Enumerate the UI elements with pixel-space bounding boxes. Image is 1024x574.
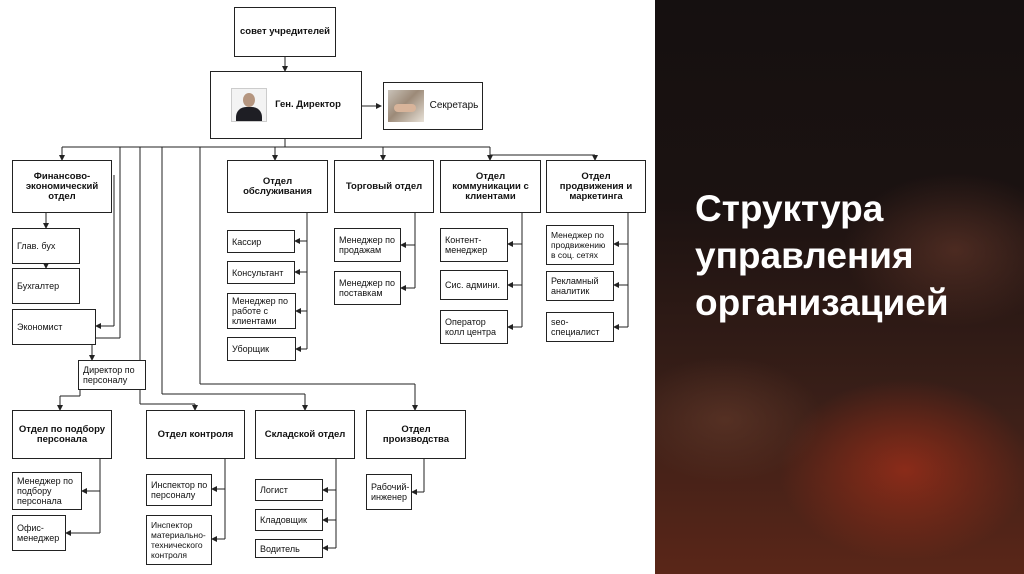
slide-title-line-2: управления	[695, 235, 914, 276]
staff-ad-analyst: Рекламный аналитик	[546, 271, 614, 301]
staff-smm-manager: Менеджер по продвижению в соц. сетях	[546, 225, 614, 265]
node-founders: совет учредителей	[234, 7, 336, 57]
staff-sales-manager: Менеджер по продажам	[334, 228, 401, 262]
dept-clients: Отдел коммуникации с клиентами	[440, 160, 541, 213]
slide-title-line-3: организацией	[695, 282, 949, 323]
staff-worker-engineer: Рабочий-инженер	[366, 474, 412, 510]
staff-seo-specialist: seo-специалист	[546, 312, 614, 342]
dept-recruiting: Отдел по подбору персонала	[12, 410, 112, 459]
node-secretary	[383, 82, 483, 130]
staff-accountant: Бухгалтер	[12, 268, 80, 304]
title-panel	[655, 0, 1024, 574]
dept-marketing: Отдел продвижения и маркетинга	[546, 160, 646, 213]
slide-title-line-1: Структура	[695, 188, 884, 229]
director-photo	[231, 88, 267, 122]
staff-content-manager: Контент-менеджер	[440, 228, 508, 262]
slide-title	[695, 185, 949, 326]
dept-service: Отдел обслуживания	[227, 160, 328, 213]
secretary-photo	[388, 90, 424, 122]
dept-finance: Финансово-экономический отдел	[12, 160, 112, 213]
staff-cashier: Кассир	[227, 230, 295, 253]
staff-recruiting-manager: Менеджер по подбору персонала	[12, 472, 82, 510]
staff-logistician: Логист	[255, 479, 323, 501]
staff-consultant: Консультант	[227, 261, 295, 284]
staff-call-center-operator: Оператор колл центра	[440, 310, 508, 344]
staff-logistics-inspector: Инспектор материально-технического контроля	[146, 515, 212, 565]
node-director	[210, 71, 362, 139]
staff-storekeeper: Кладовщик	[255, 509, 323, 531]
node-hr-director: Директор по персоналу	[78, 360, 146, 390]
dept-production: Отдел производства	[366, 410, 466, 459]
dept-warehouse: Складской отдел	[255, 410, 355, 459]
staff-sysadmin: Сис. админи.	[440, 270, 508, 300]
staff-cleaner: Уборщик	[227, 337, 296, 361]
staff-personnel-inspector: Инспектор по персоналу	[146, 474, 212, 506]
staff-economist: Экономист	[12, 309, 96, 345]
staff-supply-manager: Менеджер по поставкам	[334, 271, 401, 305]
dept-trade: Торговый отдел	[334, 160, 434, 213]
secretary-label: Секретарь	[429, 100, 479, 111]
dept-control: Отдел контроля	[146, 410, 245, 459]
staff-client-manager: Менеджер по работе с клиентами	[227, 293, 296, 329]
staff-driver: Водитель	[255, 539, 323, 558]
director-label: Ген. Директор	[275, 99, 341, 110]
staff-chief-accountant: Глав. бух	[12, 228, 80, 264]
staff-office-manager: Офис-менеджер	[12, 515, 66, 551]
